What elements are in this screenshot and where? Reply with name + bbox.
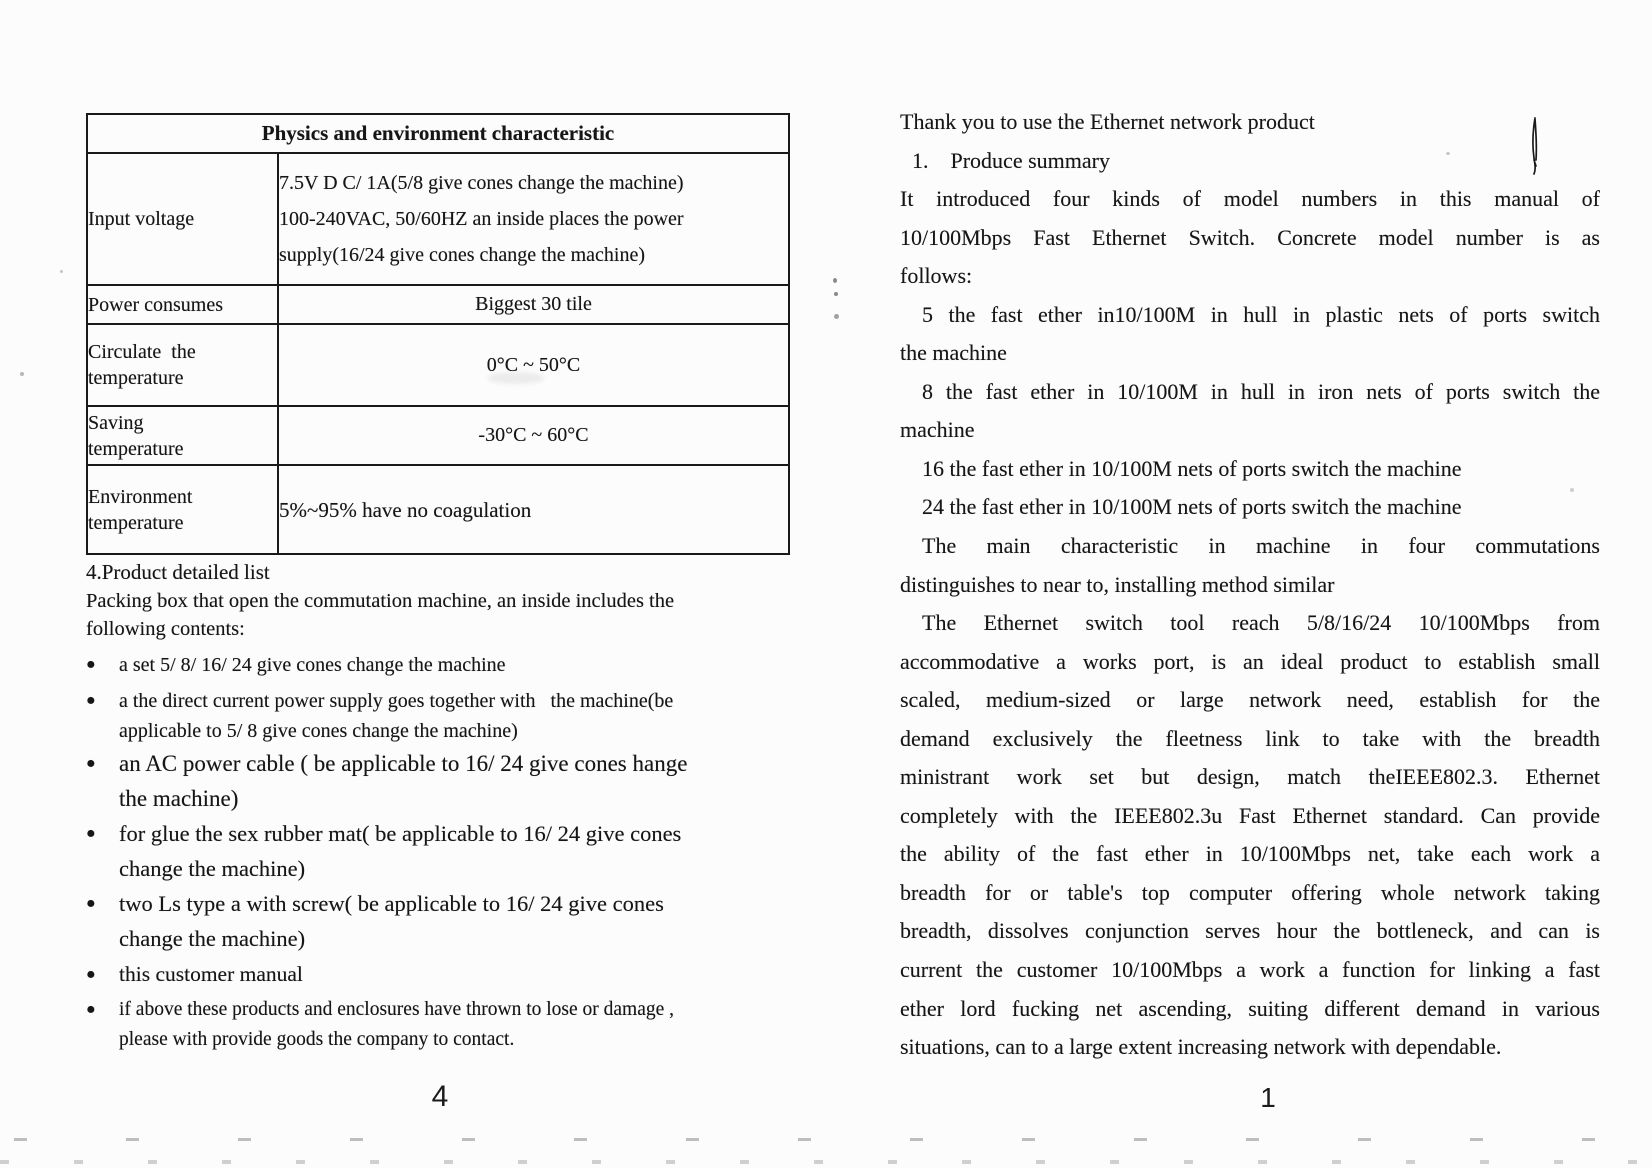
- bullet-icon: ●: [86, 825, 96, 842]
- text-line: It introduced four kinds of model numbers in this manual of: [900, 186, 1600, 212]
- text-line: the ability of the fast ether in 10/100Mbps net, take each work a: [900, 841, 1600, 867]
- cell-line: temperature: [88, 437, 184, 460]
- text-line: accommodative a works port, is an ideal product to establish small: [900, 648, 1600, 674]
- table-row: [87, 324, 789, 406]
- list-item: [86, 816, 776, 886]
- spec-value-power-consumes: Biggest 30 tile: [278, 285, 789, 324]
- list-item-text: a the direct current power supply goes together with the machine(be: [119, 690, 674, 712]
- list-item-text: if above these products and enclosures have thrown to lose or damage ,: [119, 999, 675, 1020]
- cell-line: Power consumes: [88, 293, 223, 316]
- list-item-text: two Ls type a with screw( be applicable to 16/ 24 give cones: [119, 891, 664, 916]
- spec-value-saving-temperature: -30°C ~ 60°C: [278, 406, 789, 465]
- table-row: [87, 465, 789, 554]
- spec-table-title: Physics and environment characteristic: [87, 114, 789, 153]
- text-line: The Ethernet switch tool reach 5/8/16/24 10/100Mbps from: [922, 610, 1600, 636]
- text-line: 8 the fast ether in 10/100M in hull in iron nets of ports switch the: [922, 378, 1600, 404]
- bullet-icon: ●: [86, 966, 96, 983]
- cell-line: Circulate the: [88, 341, 196, 363]
- intro-line: Packing box that open the commutation machine, an inside includes the: [86, 590, 675, 612]
- packing-list: [86, 650, 776, 1055]
- scan-speck: [833, 278, 837, 283]
- scan-dash-row: [0, 1160, 1652, 1164]
- intro-line: following contents:: [86, 618, 245, 640]
- cell-line: temperature: [88, 367, 184, 389]
- table-row: [87, 285, 789, 324]
- scan-speck: [834, 292, 838, 296]
- spec-label-circulate-temperature: [87, 324, 278, 406]
- section-title: 4.Product detailed list: [86, 560, 270, 584]
- text-line: ministrant work set but design, match theIEEE802.3. Ethernet: [900, 764, 1600, 790]
- spec-table: [86, 113, 790, 555]
- text-line: 24 the fast ether in 10/100M nets of ports switch the machine: [922, 494, 1462, 520]
- list-item-text: a set 5/ 8/ 16/ 24 give cones change the machine: [119, 654, 506, 676]
- text-line: 5 the fast ether in10/100M in hull in plastic nets of ports switch: [922, 301, 1600, 327]
- cell-line: supply(16/24 give cones change the machine): [279, 244, 645, 266]
- list-item-text: applicable to 5/ 8 give cones change the machine): [119, 720, 518, 742]
- cell-line: 7.5V D C/ 1A(5/8 give cones change the machine): [279, 172, 684, 194]
- list-item-text: for glue the sex rubber mat( be applicable to 16/ 24 give cones: [119, 821, 682, 846]
- body-text-column: [900, 103, 1600, 1067]
- text-line: follows:: [900, 263, 973, 289]
- list-item: [86, 995, 776, 1055]
- text-line: the machine: [900, 340, 1007, 366]
- scan-speck: [1008, 545, 1012, 548]
- list-item: [86, 886, 776, 956]
- spec-label-saving-temperature: [87, 406, 278, 465]
- list-item-text: change the machine): [119, 926, 306, 951]
- spec-label-environment-temperature: [87, 465, 278, 554]
- cell-line: 100-240VAC, 50/60HZ an inside places the power: [279, 208, 684, 230]
- spec-value-environment-temperature: 5%~95% have no coagulation: [278, 465, 789, 554]
- text-line: distinguishes to near to, installing method similar: [900, 571, 1335, 597]
- text-line: 16 the fast ether in 10/100M nets of ports switch the machine: [922, 455, 1462, 481]
- cell-line: Saving: [88, 411, 144, 434]
- cell-line: Environment: [88, 485, 193, 508]
- scan-speck: [1446, 152, 1450, 155]
- text-line: breadth for or table's top computer offering whole network taking: [900, 879, 1600, 905]
- cell-line: temperature: [88, 511, 184, 534]
- list-item-text: the machine): [119, 786, 239, 811]
- text-line: machine: [900, 417, 975, 443]
- text-line: situations, can to a large extent increasing network with dependable.: [900, 1034, 1502, 1060]
- list-item: [86, 650, 776, 680]
- list-item: [86, 958, 776, 991]
- scan-smudge: [488, 372, 544, 384]
- table-row: [87, 153, 789, 285]
- list-item-text: an AC power cable ( be applicable to 16/ 24 give cones hange: [119, 751, 688, 776]
- text-line: current the customer 10/100Mbps a work a function for linking a fast: [900, 957, 1600, 983]
- text-line: completely with the IEEE802.3u Fast Ethernet standard. Can provide: [900, 802, 1600, 828]
- list-item: [86, 686, 776, 746]
- text-line: demand exclusively the fleetness link to take with the breadth: [900, 725, 1600, 751]
- spec-label-power-consumes: [87, 285, 278, 324]
- scan-speck: [60, 270, 63, 273]
- list-item-text: this customer manual: [119, 962, 303, 986]
- text-line: breadth, dissolves conjunction serves hour the bottleneck, and can is: [900, 918, 1600, 944]
- spec-value-input-voltage: [278, 153, 789, 285]
- page-number-left: 4: [431, 1080, 449, 1113]
- cell-line: Input voltage: [88, 208, 195, 230]
- spec-label-input-voltage: [87, 153, 278, 285]
- bullet-icon: ●: [86, 656, 96, 673]
- scan-speck: [20, 372, 24, 376]
- page-number-right: 1: [1260, 1082, 1276, 1113]
- table-row: [87, 406, 789, 465]
- list-item: [86, 746, 776, 816]
- text-line: ether lord fucking net ascending, suiting different demand in various: [900, 995, 1600, 1021]
- scan-speck: [1570, 488, 1574, 492]
- bullet-icon: ●: [86, 692, 96, 709]
- text-line: Thank you to use the Ethernet network product: [900, 109, 1315, 134]
- spec-value-circulate-temperature: 0°C ~ 50°C: [278, 324, 789, 406]
- bullet-icon: ●: [86, 895, 96, 912]
- ink-scribble-mark: [1528, 116, 1542, 176]
- text-line: The main characteristic in machine in four commutations: [922, 533, 1600, 559]
- bullet-icon: ●: [86, 755, 96, 772]
- scan-speck: [834, 314, 839, 319]
- list-item-text: change the machine): [119, 856, 306, 881]
- text-line: scaled, medium-sized or large network need, establish for the: [900, 687, 1600, 713]
- bullet-icon: ●: [86, 1001, 96, 1018]
- scan-dash-row: [14, 1138, 1634, 1141]
- list-item-text: please with provide goods the company to contact.: [119, 1029, 515, 1050]
- text-line: 10/100Mbps Fast Ethernet Switch. Concrete model number is as: [900, 224, 1600, 250]
- text-line: 1. Produce summary: [912, 147, 1110, 173]
